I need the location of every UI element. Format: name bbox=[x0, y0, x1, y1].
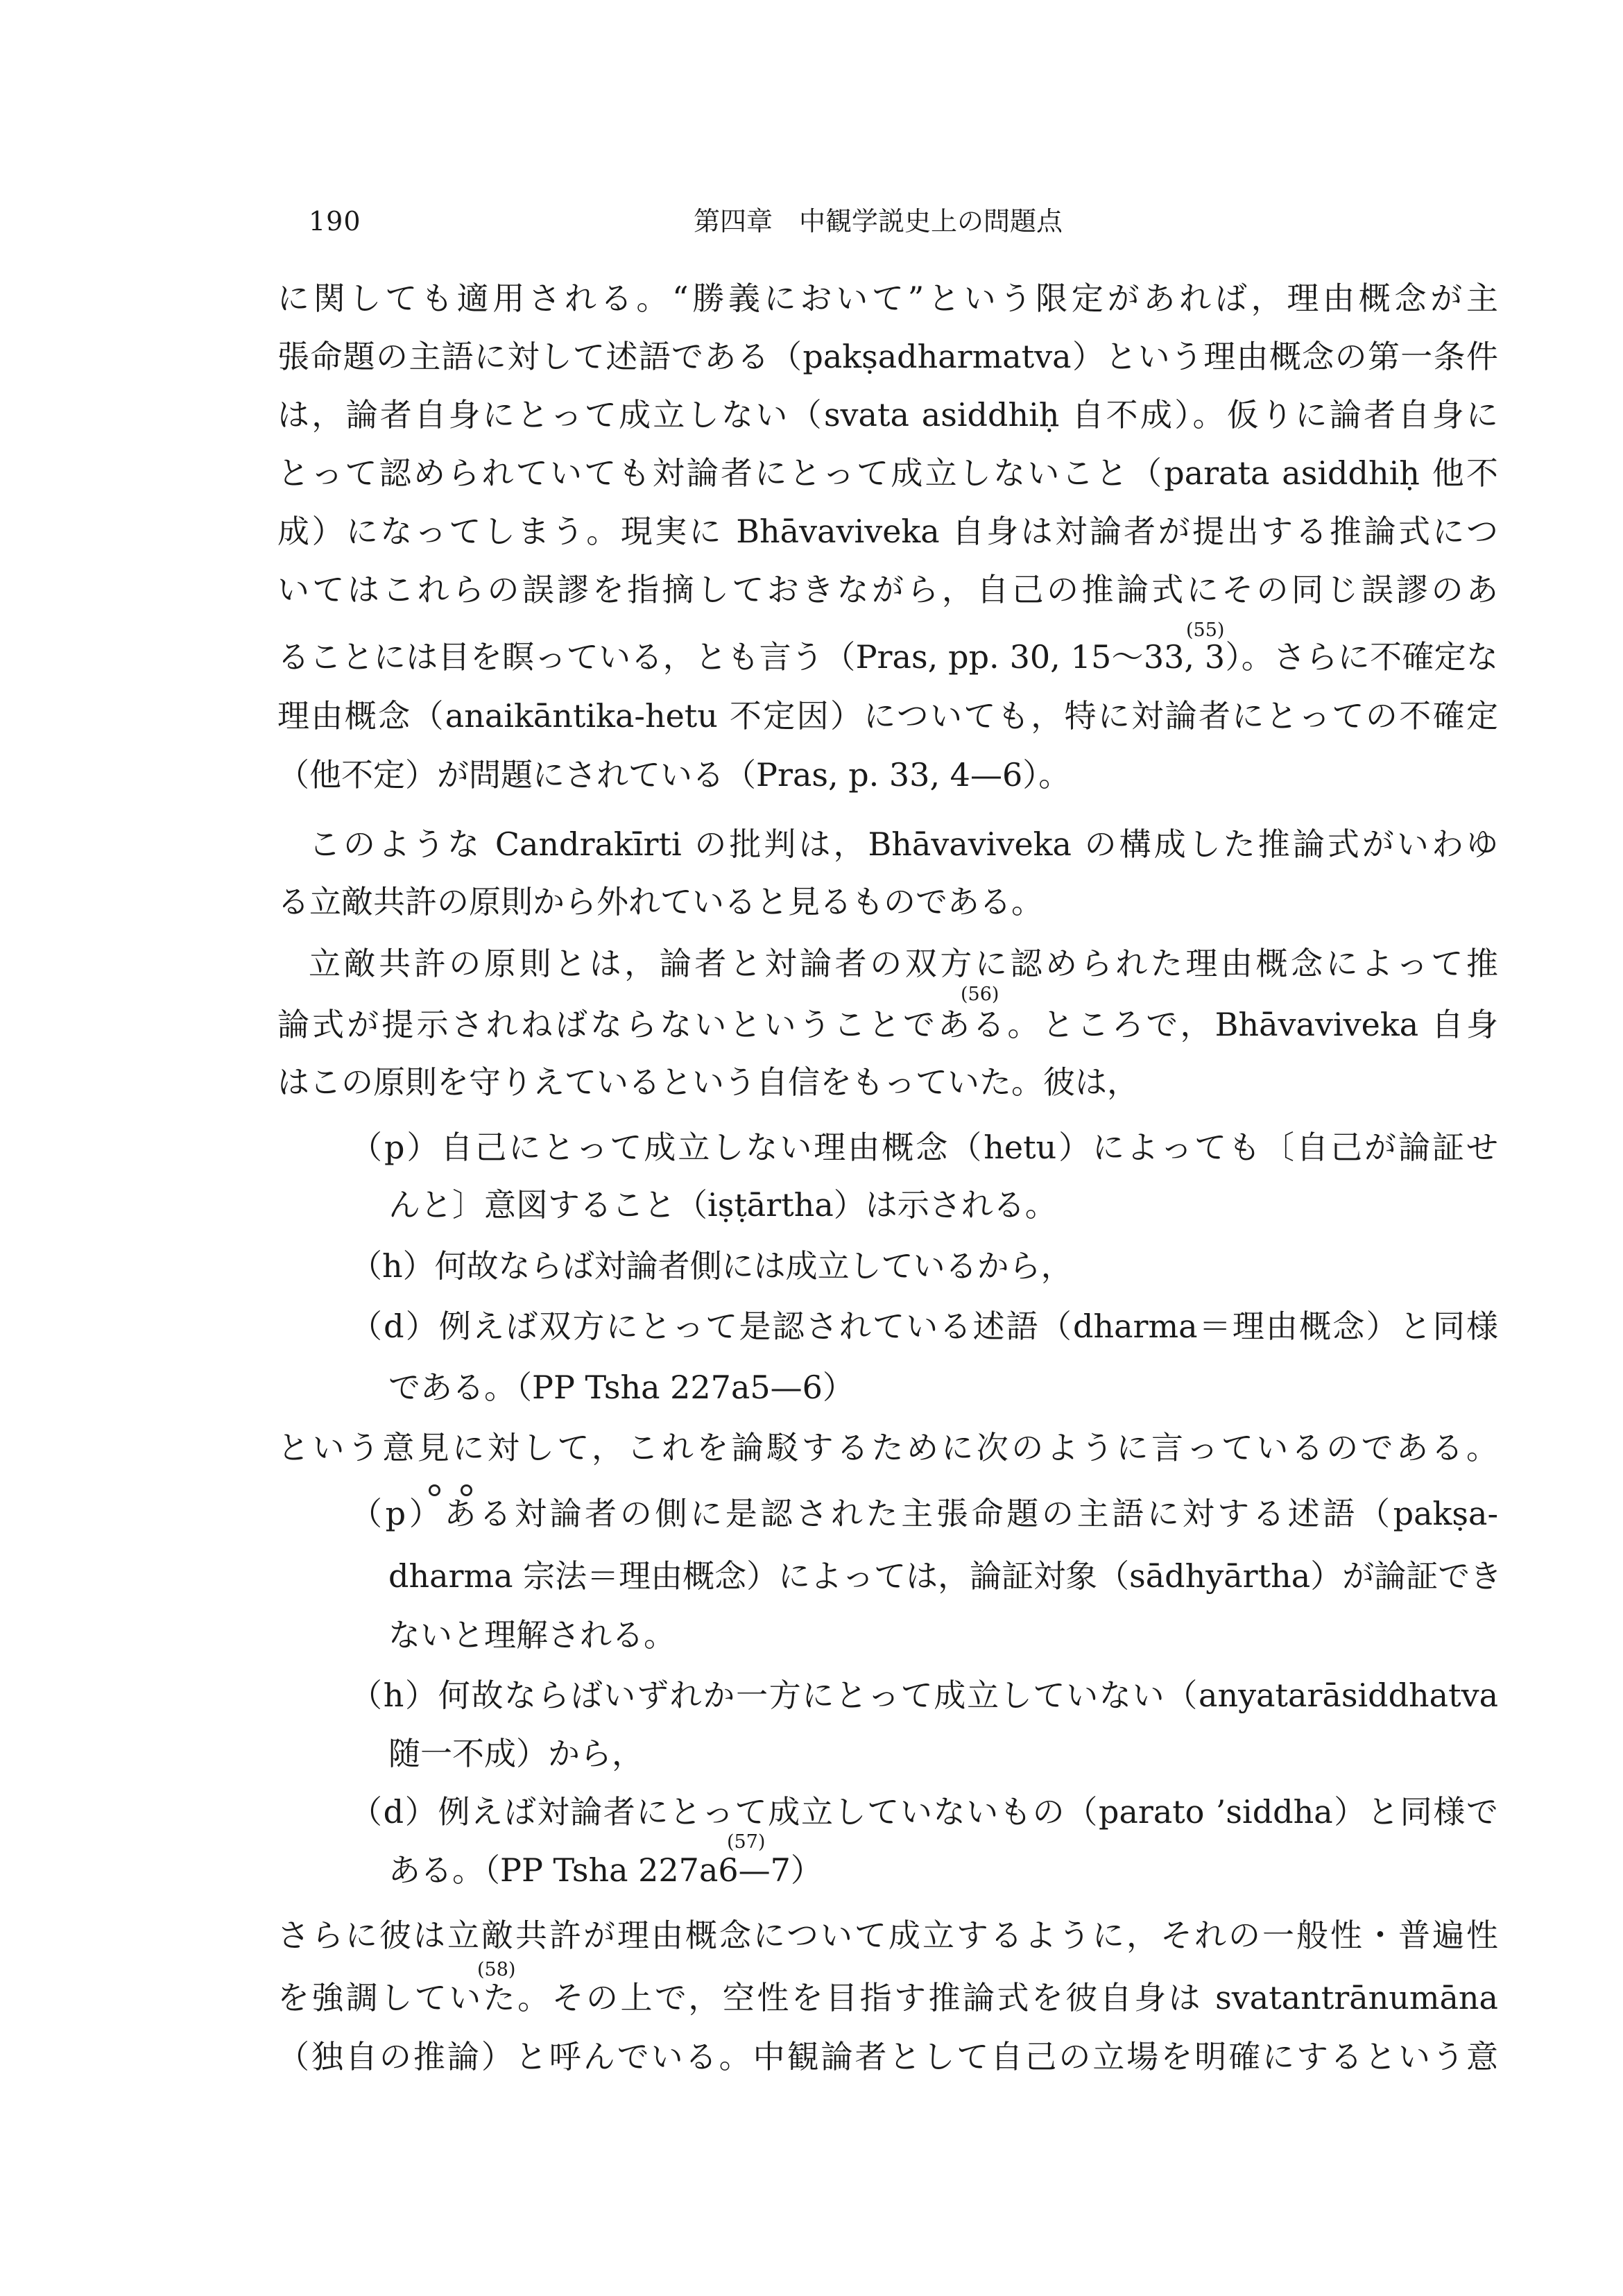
text-line: である。（PP Tsha 227a5—6） bbox=[388, 1369, 855, 1406]
running-head: 第四章 中観学説史上の問題点 bbox=[694, 206, 1063, 237]
text-line: （p）自己にとって成立しない理由概念（hetu）によっても〔自己が論証せ bbox=[350, 1129, 1498, 1166]
text-line: とって認められていても対論者にとって成立しないこと（parata asiddhiḥ 他不 bbox=[277, 454, 1498, 492]
text-line: んと〕意図すること（iṣṭārtha）は示される。 bbox=[388, 1186, 1057, 1224]
text-line: ないと理解される。 bbox=[388, 1616, 676, 1654]
text-line: 随一不成）から， bbox=[388, 1735, 644, 1772]
text-line: 張命題の主語に対して述語である（pakṣadharmatva）という理由概念の第一条件 bbox=[277, 338, 1498, 375]
text-line: いてはこれらの誤謬を指摘しておきながら，自己の推論式にその同じ誤謬のあ bbox=[277, 571, 1498, 608]
text-line: はこの原則を守りえているという自信をもっていた。彼は， bbox=[277, 1063, 1139, 1101]
text-line: は，論者自身にとって成立しない（svata asiddhiḥ 自不成）。仮りに論者自身に bbox=[277, 396, 1498, 434]
text-line: 論式が提示されねばならないということである。ところで，Bhāvaviveka 自身 bbox=[277, 1006, 1498, 1043]
emphasis-dot bbox=[429, 1484, 440, 1496]
emphasis-dot bbox=[461, 1484, 472, 1496]
text-line: 成）になってしまう。現実に Bhāvaviveka 自身は対論者が提出する推論式につ bbox=[277, 513, 1498, 550]
text-line: （d）例えば双方にとって是認されている述語（dharma＝理由概念）と同様 bbox=[350, 1308, 1498, 1345]
text-line: 立敵共許の原則とは，論者と対論者の双方に認められた理由概念によって推 bbox=[309, 945, 1498, 982]
text-line: 理由概念（anaikāntika-hetu 不定因）についても，特に対論者にとっての不確定 bbox=[277, 697, 1498, 735]
text-line: このような Candrakīrti の批判は，Bhāvaviveka の構成した推論式がいわゆ bbox=[309, 825, 1498, 863]
text-line: ある。（PP Tsha 227a6—7） bbox=[388, 1851, 823, 1889]
text-line: さらに彼は立敵共許が理由概念について成立するように，それの一般性・普遍性 bbox=[277, 1917, 1498, 1954]
text-line: （h）何故ならば対論者側には成立しているから， bbox=[350, 1247, 1073, 1285]
footnote-marker: (58) bbox=[477, 1959, 516, 1980]
footnote-marker: (56) bbox=[961, 984, 999, 1005]
text-line: という意見に対して，これを論駁するために次のように言っているのである。 bbox=[277, 1429, 1498, 1466]
text-line: （h）何故ならばいずれか一方にとって成立していない（anyatarāsiddhatva bbox=[350, 1677, 1498, 1714]
text-line: ることには目を瞑っている，とも言う（Pras, pp. 30, 15〜33, 3）。さらに不確定な bbox=[277, 638, 1498, 676]
text-line: （d）例えば対論者にとって成立していないもの（parato ’siddha）と同様で bbox=[350, 1793, 1498, 1831]
text-line: を強調していた。その上で，空性を目指す推論式を彼自身は svatantrānumāna bbox=[277, 1979, 1498, 2016]
text-line: る立敵共許の原則から外れていると見るものである。 bbox=[277, 883, 1043, 920]
page-number: 190 bbox=[309, 206, 361, 237]
text-line: に関しても適用される。“勝義において”という限定があれば，理由概念が主 bbox=[277, 280, 1498, 317]
text-line: （独自の推論）と呼んでいる。中観論者として自己の立場を明確にするという意 bbox=[277, 2038, 1499, 2075]
text-line: dharma 宗法＝理由概念）によっては，論証対象（sādhyārtha）が論証でき bbox=[388, 1557, 1502, 1595]
text-line: （他不定）が問題にされている（Pras, p. 33, 4—6）。 bbox=[277, 756, 1071, 794]
footnote-marker: (55) bbox=[1186, 619, 1225, 641]
text-line: （p）ある対論者の側に是認された主張命題の主語に対する述語（pakṣa- bbox=[350, 1495, 1498, 1532]
footnote-marker: (57) bbox=[727, 1831, 766, 1853]
